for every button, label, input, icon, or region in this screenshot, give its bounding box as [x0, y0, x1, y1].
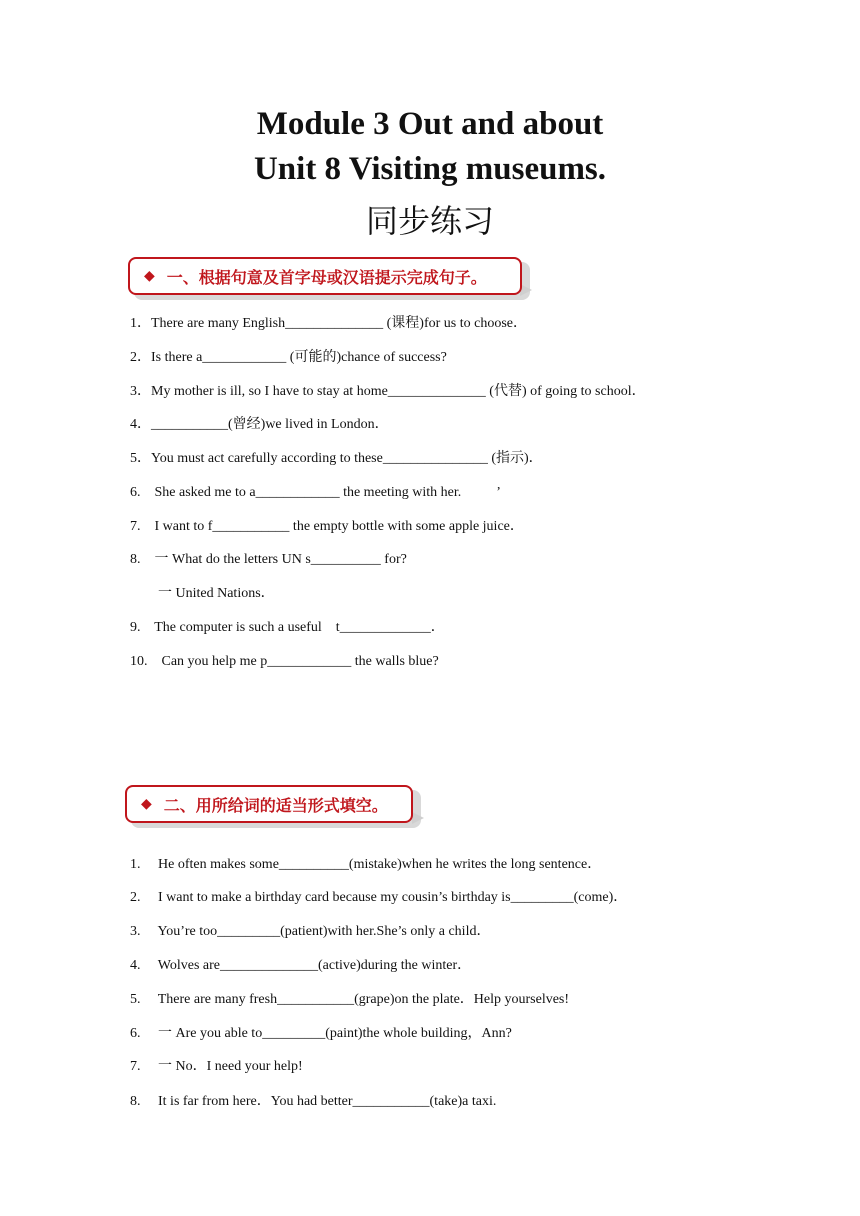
question-item: 2. I want to make a birthday card because my cousin’s birthday is_________(come)．	[130, 890, 628, 905]
question-item: 4. Wolves are______________(active)during the winter．	[130, 958, 472, 973]
section-2-heading: 二、用所给词的适当形式填空。	[163, 795, 388, 815]
question-item: 2．Is there a____________ (可能的)chance of success?	[130, 350, 447, 365]
section-1-heading: 一、根据句意及首字母或汉语提示完成句子。	[166, 267, 487, 287]
question-item: 6. She asked me to a____________ the meeting with her. ’	[130, 485, 501, 500]
question-item: 7. 一 No．I need your help!	[130, 1059, 303, 1074]
question-item: 1. He often makes some__________(mistake)when he writes the long sentence．	[130, 857, 602, 872]
question-item: 5．You must act carefully according to these_______________ (指示)．	[130, 451, 543, 466]
title-line-3: 同步练习	[365, 202, 494, 240]
title-line-1: Module 3 Out and about	[256, 106, 604, 142]
question-item: 7. I want to f___________ the empty bottle with some apple juice．	[130, 519, 524, 534]
question-item: 一 United Nations．	[130, 586, 275, 601]
question-item: 10. Can you help me p____________ the walls blue?	[130, 654, 439, 669]
banner-tail	[412, 812, 424, 824]
question-item: 1．There are many English______________ (课程)for us to choose．	[130, 316, 527, 331]
question-item: 8. It is far from here．You had better___________(take)a taxi.	[130, 1094, 497, 1109]
diamond-icon: ◆	[141, 796, 152, 812]
title-line-2: Unit 8 Visiting museums.	[253, 151, 607, 187]
question-item: 8. 一 What do the letters UN s__________ for?	[130, 552, 407, 567]
question-item: 4．___________(曾经)we lived in London．	[130, 417, 389, 432]
question-item: 9. The computer is such a useful t_____________．	[130, 620, 445, 635]
section-2-banner	[125, 785, 413, 823]
question-item: 5. There are many fresh___________(grape)on the plate．Help yourselves!	[130, 992, 570, 1007]
question-item: 6. 一 Are you able to_________(paint)the whole building，Ann?	[130, 1026, 512, 1041]
section-1-banner	[128, 257, 522, 295]
question-item: 3．My mother is ill, so I have to stay at home______________ (代替) of going to school．	[130, 384, 646, 399]
diamond-icon: ◆	[144, 268, 155, 284]
question-item: 3. You’re too_________(patient)with her.She’s only a child．	[130, 924, 491, 939]
